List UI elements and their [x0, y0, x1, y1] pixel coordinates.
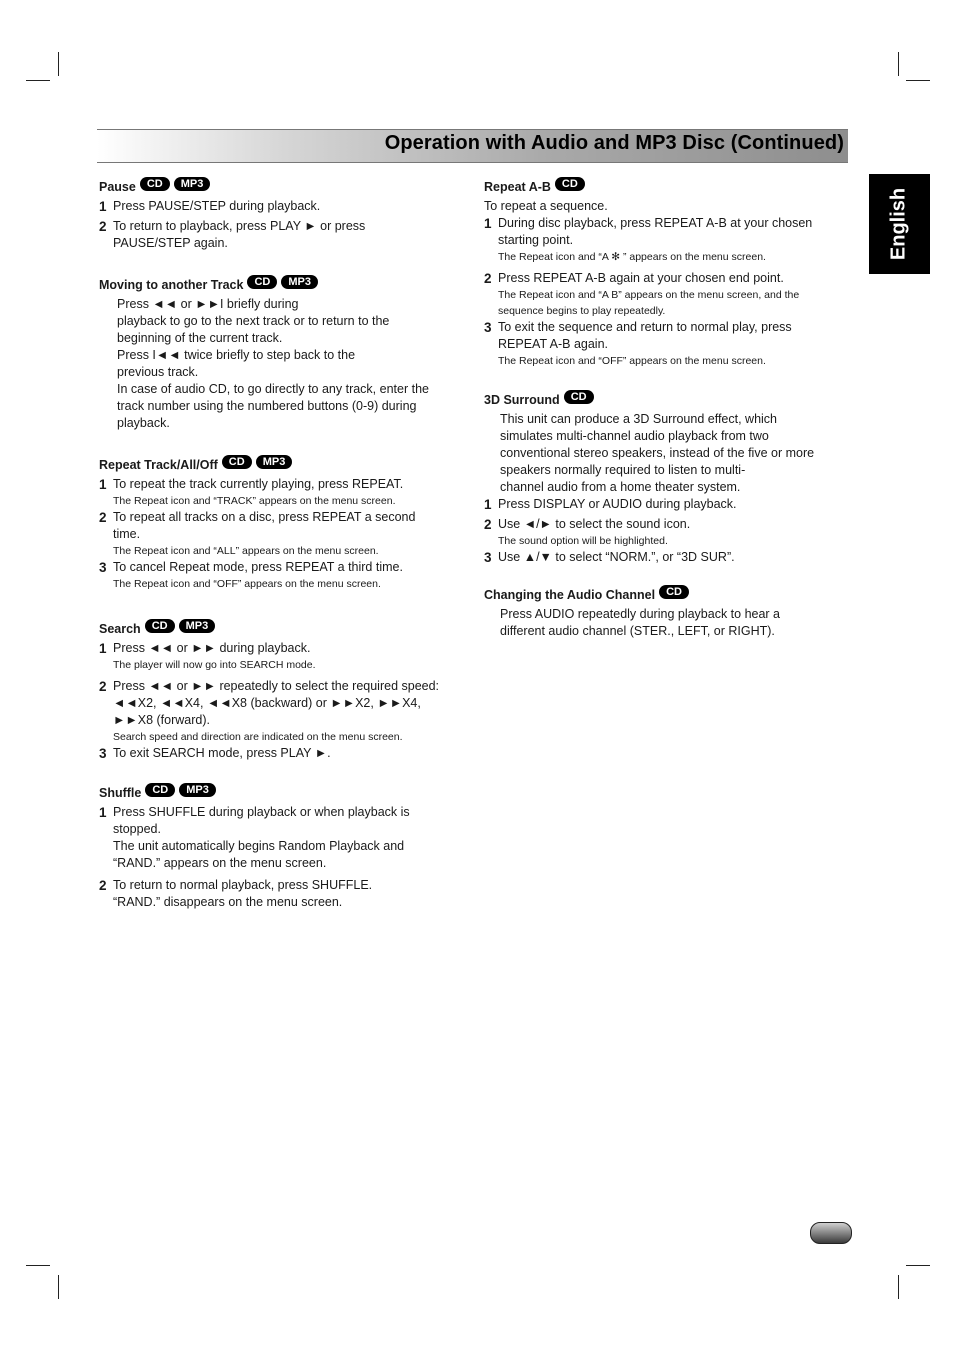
body-text: conventional stereo speakers, instead of the five or more [500, 446, 815, 460]
heading-text: Changing the Audio Channel [484, 587, 656, 602]
step-number: 2 [99, 878, 107, 893]
body-text: different audio channel (STER., LEFT, or RIGHT). [500, 624, 775, 638]
step-number: 1 [484, 216, 492, 231]
step-text: Use ◄/► to select the sound icon. [498, 517, 691, 531]
step-text: To cancel Repeat mode, press REPEAT a third time. [113, 560, 403, 574]
surround-body [484, 411, 844, 496]
right-column [484, 176, 844, 656]
step-text: time. [113, 527, 141, 541]
step-number: 3 [99, 746, 107, 761]
body-text: Press AUDIO repeatedly during playback to hear a [500, 607, 781, 621]
repeat-section [99, 454, 469, 592]
heading-text: Pause [99, 179, 136, 194]
step-number: 2 [99, 219, 107, 234]
step-note: The Repeat icon and “OFF” appears on the menu screen. [113, 578, 381, 590]
body-text: Press ◄◄ or ►►I briefly during [117, 297, 299, 311]
step-text: “RAND.” appears on the menu screen. [113, 856, 327, 870]
step-number: 3 [484, 320, 492, 335]
heading-text: 3D Surround [484, 392, 560, 407]
mp3-badge: MP3 [281, 275, 318, 289]
crop-mark [906, 1265, 930, 1266]
step-number: 3 [99, 560, 107, 575]
section-heading [484, 176, 844, 198]
language-label: English [887, 187, 910, 261]
channel-body [484, 606, 844, 640]
step [99, 198, 469, 215]
step [99, 745, 469, 762]
heading-text: Search [99, 621, 141, 636]
step-number: 2 [484, 517, 492, 532]
step-text: REPEAT A-B again. [498, 337, 609, 351]
body-text: playback to go to the next track or to return to the [117, 314, 390, 328]
step [484, 215, 844, 265]
crop-mark [906, 80, 930, 81]
cd-badge: CD [222, 455, 252, 469]
cd-badge: CD [555, 177, 585, 191]
step [99, 218, 469, 252]
moving-track-section [99, 274, 469, 432]
section-heading [99, 176, 469, 198]
step [99, 877, 469, 911]
crop-mark [58, 52, 59, 76]
step-note: The Repeat icon and “A ✻ ” appears on the menu screen. [498, 251, 766, 263]
crop-mark [26, 80, 50, 81]
body-text: simulates multi-channel audio playback from two [500, 429, 769, 443]
moving-body [99, 296, 469, 432]
section-heading [99, 274, 469, 296]
step-number: 1 [99, 641, 107, 656]
body-text: playback. [117, 416, 170, 430]
page-title: Operation with Audio and MP3 Disc (Continued) [384, 132, 844, 154]
step-note: The Repeat icon and “ALL” appears on the menu screen. [113, 545, 379, 557]
step-number: 1 [99, 199, 107, 214]
step [484, 549, 844, 566]
body-text: Press I◄◄ twice briefly to step back to the [117, 348, 356, 362]
step-note: sequence begins to play repeatedly. [498, 305, 666, 317]
mp3-badge: MP3 [174, 177, 211, 191]
step-text: The unit automatically begins Random Playback and [113, 839, 405, 853]
crop-mark [58, 1275, 59, 1299]
left-column [99, 176, 469, 927]
cd-badge: CD [145, 783, 175, 797]
surround-section [484, 389, 844, 566]
heading-text: Moving to another Track [99, 277, 244, 292]
step-text: stopped. [113, 822, 161, 836]
language-tab [869, 174, 930, 274]
step-note: The sound option will be highlighted. [498, 535, 668, 547]
step-text: Press REPEAT A-B again at your chosen end point. [498, 271, 784, 285]
step-text: Press SHUFFLE during playback or when playback is [113, 805, 410, 819]
step-text: starting point. [498, 233, 574, 247]
step [484, 319, 844, 369]
step-note: Search speed and direction are indicated on the menu screen. [113, 731, 403, 743]
crop-mark [26, 1265, 50, 1266]
search-section [99, 618, 469, 762]
step-note: The player will now go into SEARCH mode. [113, 659, 316, 671]
step-text: ◄◄X2, ◄◄X4, ◄◄X8 (backward) or ►►X2, ►►X4, [113, 696, 421, 710]
step-text: PAUSE/STEP again. [113, 236, 228, 250]
step-note: The Repeat icon and “OFF” appears on the menu screen. [498, 355, 766, 367]
step-text: “RAND.” disappears on the menu screen. [113, 895, 343, 909]
body-text: This unit can produce a 3D Surround effect, which [500, 412, 778, 426]
cd-badge: CD [145, 619, 175, 633]
section-heading [99, 454, 469, 476]
step-note: The Repeat icon and “TRACK” appears on the menu screen. [113, 495, 396, 507]
step [99, 804, 469, 872]
step-text: Press PAUSE/STEP during playback. [113, 199, 321, 213]
step-text: To repeat all tracks on a disc, press REPEAT a second [113, 510, 416, 524]
body-text: speakers normally required to listen to multi- [500, 463, 746, 477]
step [484, 496, 844, 513]
audio-channel-section [484, 584, 844, 640]
crop-mark [898, 1275, 899, 1299]
step-number: 1 [484, 497, 492, 512]
mp3-badge: MP3 [256, 455, 293, 469]
step-number: 2 [99, 510, 107, 525]
shuffle-section [99, 782, 469, 911]
step [99, 640, 469, 673]
step [99, 559, 469, 592]
step [484, 270, 844, 319]
mp3-badge: MP3 [179, 619, 216, 633]
step [484, 516, 844, 549]
body-text: track number using the numbered buttons (0-9) during [117, 399, 417, 413]
body-text: beginning of the current track. [117, 331, 283, 345]
step-number: 3 [484, 550, 492, 565]
step-text: To return to normal playback, press SHUFFLE. [113, 878, 373, 892]
step-number: 1 [99, 477, 107, 492]
body-text: channel audio from a home theater system. [500, 480, 741, 494]
step-text: To return to playback, press PLAY ► or press [113, 219, 366, 233]
mp3-badge: MP3 [179, 783, 216, 797]
step-number: 2 [484, 271, 492, 286]
step-text: To exit SEARCH mode, press PLAY ►. [113, 746, 331, 760]
step-text: To exit the sequence and return to normal play, press [498, 320, 792, 334]
step-text: Press ◄◄ or ►► repeatedly to select the required speed: [113, 679, 440, 693]
step [99, 476, 469, 509]
step [99, 509, 469, 559]
section-heading [484, 584, 844, 606]
step-text: Use ▲/▼ to select “NORM.”, or “3D SUR”. [498, 550, 735, 564]
pause-section [99, 176, 469, 252]
heading-text: Repeat Track/All/Off [99, 457, 218, 472]
step-text: To repeat the track currently playing, press REPEAT. [113, 477, 404, 491]
step-text: Press DISPLAY or AUDIO during playback. [498, 497, 737, 511]
section-heading [99, 782, 469, 804]
cd-badge: CD [140, 177, 170, 191]
heading-text: Repeat A-B [484, 179, 551, 194]
section-heading [99, 618, 469, 640]
section-heading [484, 389, 844, 411]
crop-mark [898, 52, 899, 76]
heading-text: Shuffle [99, 785, 142, 800]
page-number-pill [810, 1222, 852, 1244]
step-number: 2 [99, 679, 107, 694]
body-text: previous track. [117, 365, 199, 379]
step-text: During disc playback, press REPEAT A-B at your chosen [498, 216, 813, 230]
cd-badge: CD [659, 585, 689, 599]
cd-badge: CD [564, 390, 594, 404]
step-note: The Repeat icon and “A B” appears on the menu screen, and the [498, 289, 800, 301]
cd-badge: CD [247, 275, 277, 289]
step-text: ►►X8 (forward). [113, 713, 210, 727]
intro-text: To repeat a sequence. [484, 199, 608, 213]
step [99, 678, 469, 745]
body-text: In case of audio CD, to go directly to any track, enter the [117, 382, 429, 396]
step-text: Press ◄◄ or ►► during playback. [113, 641, 311, 655]
repeat-ab-section [484, 176, 844, 369]
title-bar [97, 129, 848, 163]
step-number: 1 [99, 805, 107, 820]
